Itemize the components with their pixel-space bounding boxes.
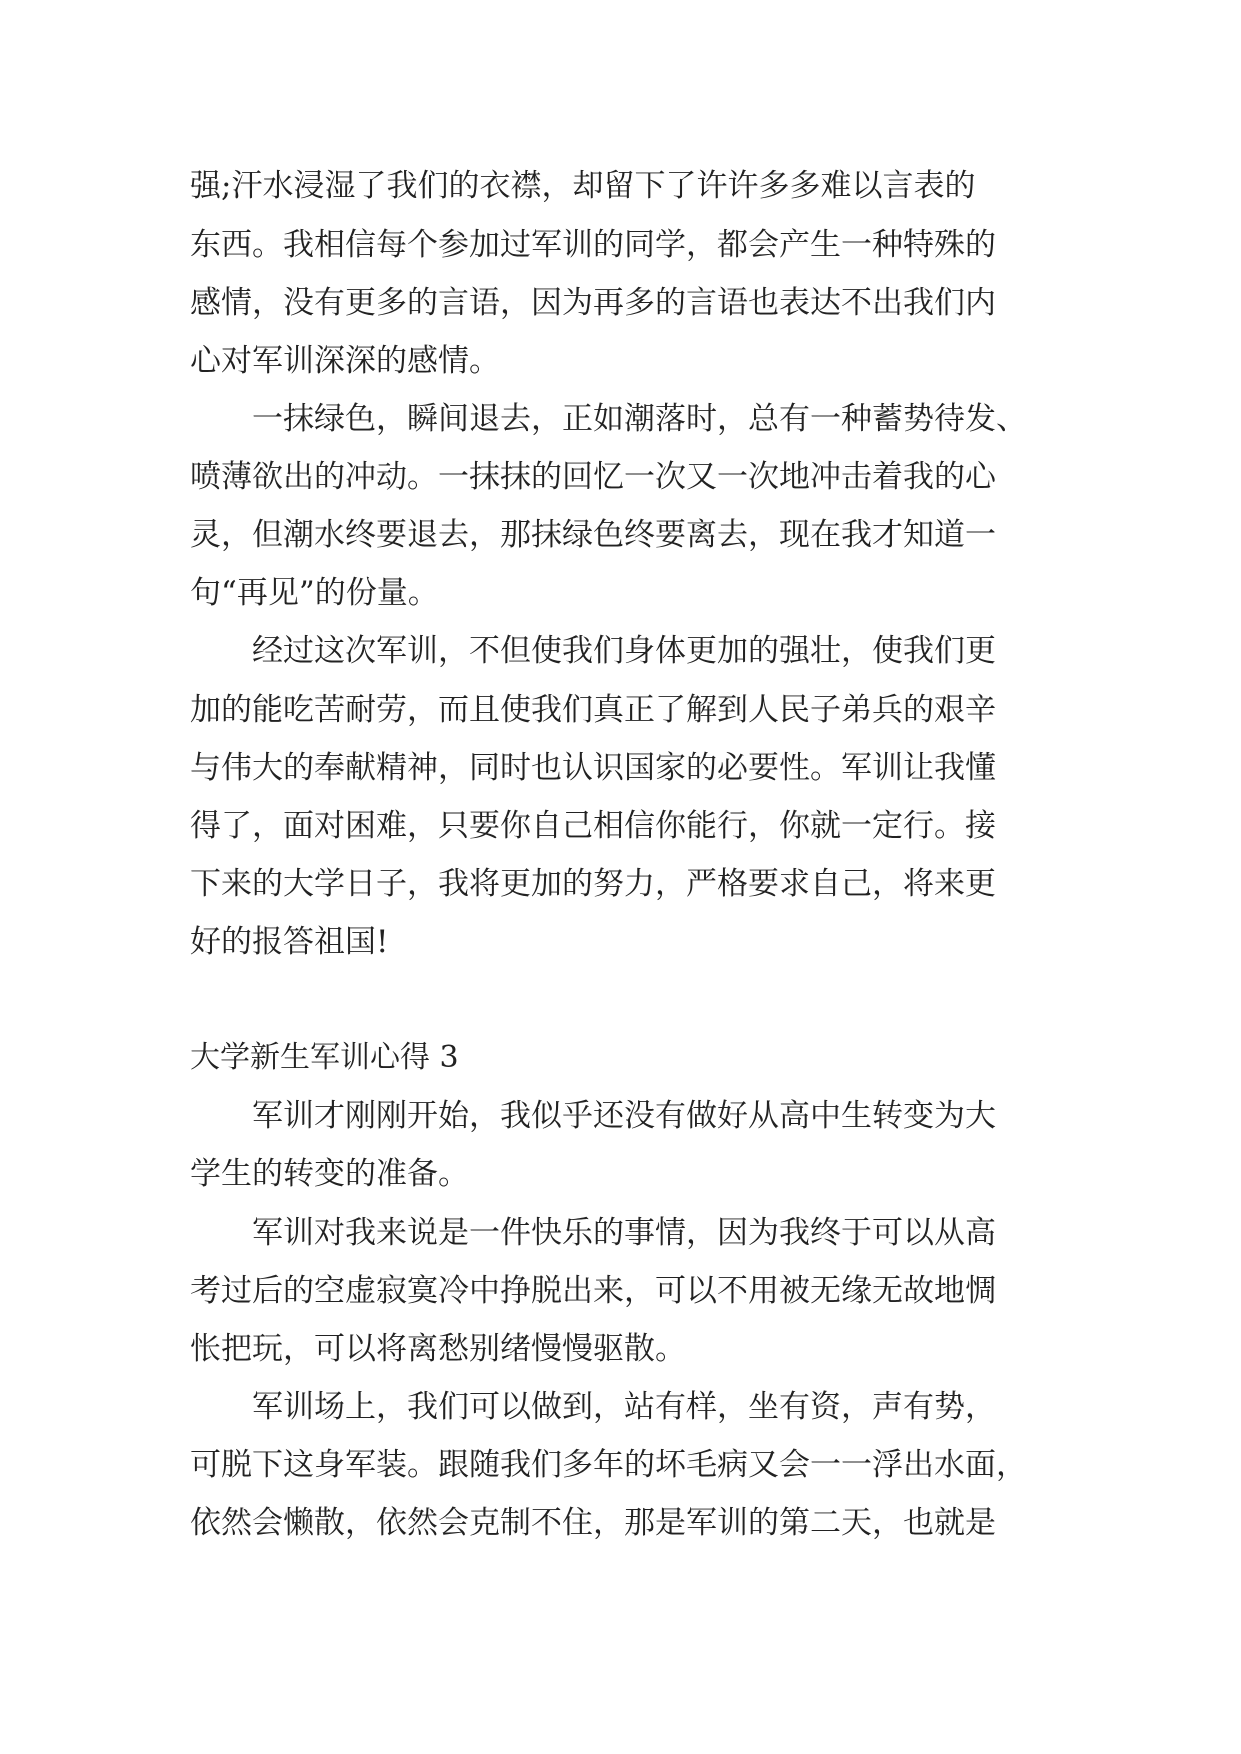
text-line: 考过后的空虚寂寞冷中挣脱出来，可以不用被无缘无故地惆: [190, 1273, 996, 1309]
text-line: 怅把玩，可以将离愁别绪慢慢驱散。: [190, 1331, 686, 1367]
text-line: 下来的大学日子，我将更加的努力，严格要求自己，将来更: [190, 866, 996, 902]
text-line: 好的报答祖国!: [190, 924, 389, 960]
text-line: 强;汗水浸湿了我们的衣襟，却留下了许许多多难以言表的: [190, 168, 976, 204]
text-line: 可脱下这身军装。跟随我们多年的坏毛病又会一一浮出水面，: [190, 1447, 1027, 1483]
text-line: 与伟大的奉献精神，同时也认识国家的必要性。军训让我懂: [190, 750, 996, 786]
text-line: 感情，没有更多的言语，因为再多的言语也表达不出我们内: [190, 285, 996, 321]
text-line: 依然会懒散，依然会克制不住，那是军训的第二天，也就是: [190, 1505, 996, 1541]
paragraph-first-line: 军训场上，我们可以做到，站有样，坐有资，声有势，: [252, 1389, 996, 1425]
text-line: 得了，面对困难，只要你自己相信你能行，你就一定行。接: [190, 808, 996, 844]
paragraph-first-line: 一抹绿色，瞬间退去，正如潮落时，总有一种蓄势待发、: [252, 401, 1027, 437]
text-line: 句“再见”的份量。: [190, 575, 439, 611]
text-line: 东西。我相信每个参加过军训的同学，都会产生一种特殊的: [190, 227, 996, 263]
text-line: 学生的转变的准备。: [190, 1156, 469, 1192]
section-heading: 大学新生军训心得 3: [190, 1040, 459, 1075]
text-line: 喷薄欲出的冲动。一抹抹的回忆一次又一次地冲击着我的心: [190, 459, 996, 495]
paragraph-first-line: 军训才刚刚开始，我似乎还没有做好从高中生转变为大: [252, 1098, 996, 1134]
paragraph-first-line: 军训对我来说是一件快乐的事情，因为我终于可以从高: [252, 1215, 996, 1251]
paragraph-first-line: 经过这次军训，不但使我们身体更加的强壮，使我们更: [252, 633, 996, 669]
text-line: 灵，但潮水终要退去，那抹绿色终要离去，现在我才知道一: [190, 517, 996, 553]
text-line: 心对军训深深的感情。: [190, 343, 500, 379]
text-line: 加的能吃苦耐劳，而且使我们真正了解到人民子弟兵的艰辛: [190, 692, 996, 728]
